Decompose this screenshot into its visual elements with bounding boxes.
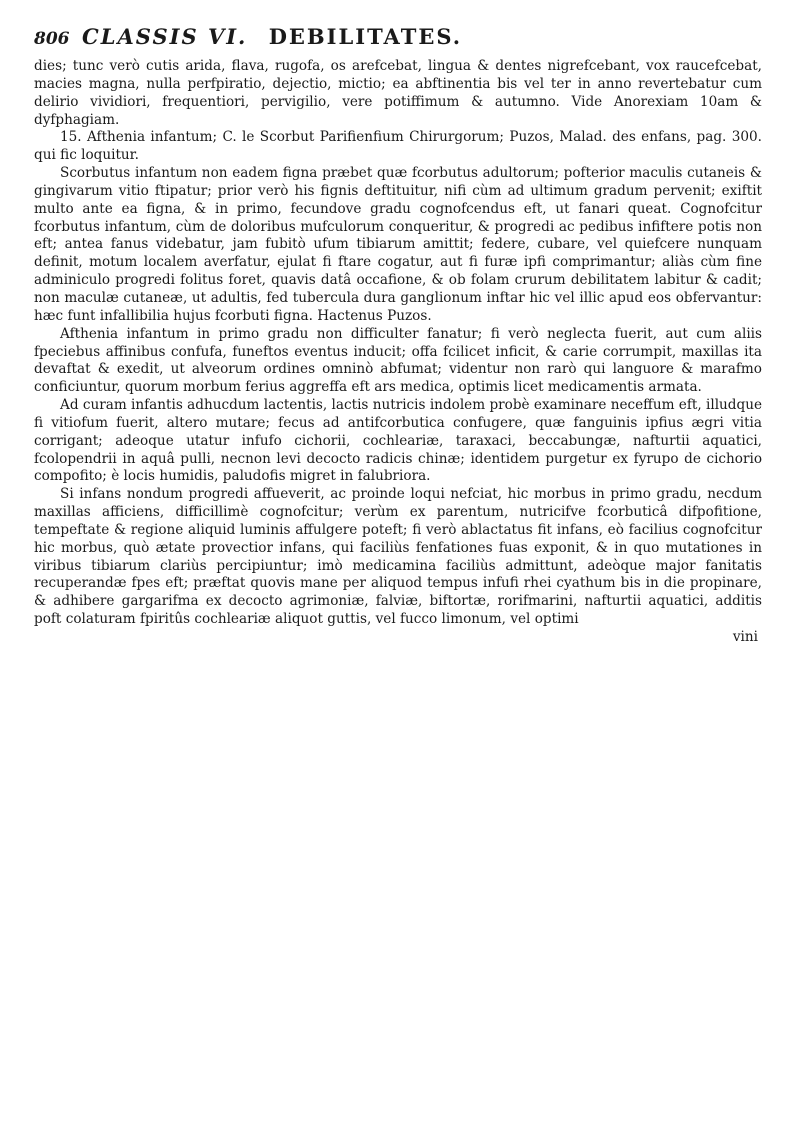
page-header [34, 24, 762, 54]
paragraph-species-15: 15. Afthenia infantum; C. le Scorbut Parifienfium Chirurgorum; Puzos, Malad. des enfans, pag. 300. qui fic loquitur. [34, 129, 762, 164]
running-head-title: DEBILITATES. [268, 24, 463, 49]
catchword: vini [732, 629, 758, 645]
paragraph-puzos-quote: Scorbutus infantum non eadem figna præbet quæ fcorbutus adultorum; pofterior maculis cutaneis & gingivarum vitio ftipatur; prior verò his fignis deftituitur, nifi cùm ad ultimum gradum pervenit; exiftit multo ante ea figna, & in primo, fecundove gradu cognofcendus eft, ut fanari queat. Cognofcitur fcorbutus infantum, cùm de doloribus mufculorum conqueritur, & progredi ac pedibus infiftere potis non eft; antea fanus videbatur, jam fubitò ufum tibiarum amittit; federe, cubare, vel quiefcere nunquam definit, motum localem averfatur, ejulat fi ftare cogatur, aut fi furæ ipfi comprimantur; aliàs cùm fine adminiculo progredi folitus foret, quavis datâ occafione, & ob folam crurum debilitatem labitur & cadit; non maculæ cutaneæ, ut adultis, fed tubercula dura ganglionum inftar hic vel illic apud eos obfervantur: hæc funt infallibilia hujus fcorbuti figna. Hactenus Puzos. [34, 165, 762, 324]
paragraph-prognosis: Afthenia infantum in primo gradu non difficulter fanatur; fi verò neglecta fuerit, aut cum aliis fpeciebus affinibus confufa, funeftos eventus inducit; offa fcilicet inficit, & carie corrumpit, maxillas ita devaftat & exedit, ut alveorum ordines omninò abfumat; videntur non rarò qui languore & marafmo conficiuntur, quorum morbum ferius aggreffa eft ars medica, optimis licet medicamentis armata. [34, 325, 762, 396]
paragraph-cure-ablactatus: Si infans nondum progredi affueverit, ac proinde loqui nefciat, hic morbus in primo gradu, necdum maxillas afficiens, difficillimè cognofcitur; verùm ex parentum, nutricifve fcorbuticâ difpofitione, tempeftate & regione aliquid luminis affulgere poteft; fi verò ablactatus fit infans, eò facilius cognofcitur hic morbus, quò ætate provectior infans, qui faciliùs fenfationes fuas exponit, & in quo mutationes in viribus tibiarum clariùs percipiuntur; imò medicamina faciliùs admittunt, adeòque major fanitatis recuperandæ fpes eft; præftat quovis mane per aliquod tempus infufi rhei cyathum bis in die propinare, & adhibere gargarifma ex decocto agrimoniæ, falviæ, biftortæ, rorifmarini, nafturtii aquatici, additis poft colaturam fpiritûs cochleariæ aliquot guttis, vel fucco limonum, vel optimi [34, 486, 762, 628]
running-head [82, 24, 462, 49]
body-text [34, 58, 762, 629]
page-number: 806 [34, 29, 70, 49]
paragraph-continuation: dies; tunc verò cutis arida, flava, rugofa, os arefcebat, lingua & dentes nigrefcebant, vox raucefcebat, macies magna, nulla perfpiratio, dejectio, mictio; ea abftinentia bis vel ter in anno revertebatur cum delirio vividiori, frequentiori, pervigilio, vere potiffimum & autumno. Vide Anorexiam 10am & dyfphagiam. [34, 58, 762, 128]
book-page [34, 24, 762, 1114]
paragraph-cure-lactentis: Ad curam infantis adhucdum lactentis, lactis nutricis indolem probè examinare neceffum eft, illudque fi vitiofum fuerit, altero mutare; fecus ad antifcorbutica confugere, quæ fanguinis ipfius ægri vitia corrigant; adeoque utatur infufo cichorii, cochleariæ, taraxaci, beccabungæ, nafturtii aquatici, fcolopendrii in aquâ pulli, necnon levi decocto radicis chinæ; identidem purgetur ex fyrupo de cichorio compofito; è locis humidis, paludofis migret in falubriora. [34, 397, 762, 485]
running-head-class: CLASSIS VI. [82, 24, 248, 49]
